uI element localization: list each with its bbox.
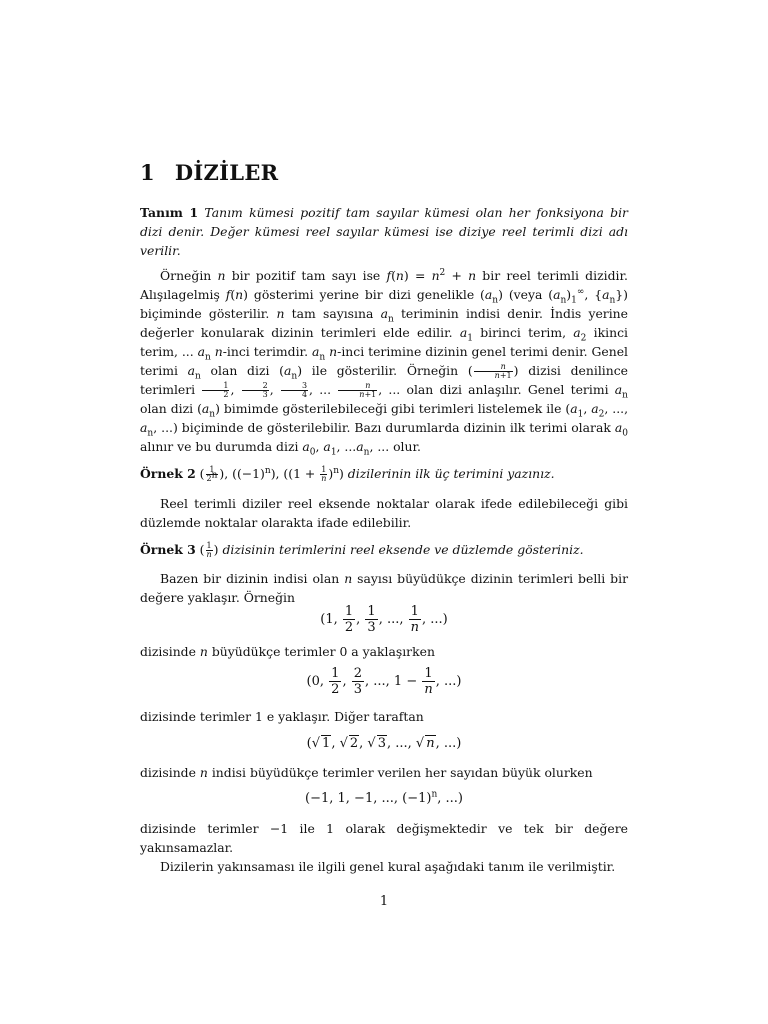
- text-fragment: -inci terimdir.: [222, 344, 309, 359]
- definition-label: Tanım 1: [140, 205, 199, 220]
- example-label: Örnek 3: [140, 542, 196, 557]
- section-title: DİZİLER: [174, 160, 279, 185]
- formula-sequence-3: (√ 1, √ 2, √ 3, ..., √ n, ...): [306, 736, 462, 751]
- text-fragment: Bazen bir dizinin indisi olan: [160, 571, 340, 586]
- paragraph-4: dizisinde terimler −1 ile 1 olarak değişmektedir ve tek bir değere yakınsamazlar.: [140, 821, 628, 855]
- example-label: Örnek 2: [140, 466, 196, 481]
- formula-sequence-2: (0, $\frac{1}{2}$ , $\frac{2}{3}$ , ..., 1 − $\frac{1}{n}$ , ...): [306, 666, 462, 697]
- text-line-5: dizisinde terimler 1 e yaklaşır. Diğer taraftan: [140, 709, 424, 724]
- text-fragment: dizisinde: [140, 644, 196, 659]
- section-heading: [140, 160, 278, 185]
- example-text: dizilerinin ilk üç terimini yazınız.: [347, 466, 555, 481]
- text-fragment: olan dizi anlaşılır. Genel terimi: [406, 382, 609, 397]
- text-fragment: ikinci terim, ...: [140, 325, 628, 359]
- paragraph-2: Reel terimli diziler reel eksende noktalar olarak ifede edilebileceği gibi düzlemde noktalar olarakta ifade edilebilir.: [140, 496, 628, 530]
- text-fragment: dizisi denilince terimleri: [140, 363, 628, 397]
- example-text: dizisinin terimlerini reel eksende ve düzlemde gösteriniz.: [222, 542, 584, 557]
- text-fragment: bimimde gösterilebileceği gibi terimleri listelemek ile: [223, 401, 562, 416]
- text-fragment: (veya: [508, 287, 543, 302]
- text-fragment: bir pozitif tam sayı ise: [231, 268, 381, 283]
- text-fragment: biçiminde gösterilir.: [140, 306, 270, 321]
- example-2: Örnek 2 ( $\frac{1}{2^n}$ ), $((-1)^n)$, ((1 + $\frac{1}{n}$ )$^n$) dizilerinin ilk üç terimini yazınız.: [140, 465, 555, 483]
- text-line-4: dizisinde n büyüdükçe terimler 0 a yaklaşırken: [140, 644, 435, 659]
- text-fragment: olan dizi: [210, 363, 270, 378]
- paragraph-5: Dizilerin yakınsaması ile ilgili genel kural aşağıdaki tanım ile verilmiştir.: [160, 859, 616, 874]
- definition-text: Tanım kümesi pozitif tam sayılar kümesi olan her fonksiyona bir dizi denir. Değer kümesi reel sayılar kümesi ise diziye reel terimli dizi adı verilir.: [140, 205, 628, 258]
- text-line-6: dizisinde n indisi büyüdükçe terimler verilen her sayıdan büyük olurken: [140, 765, 593, 780]
- text-fragment: ile gösterilir. Örneğin: [311, 363, 459, 378]
- text-fragment: -inci terimine dizinin genel terimi denir. Genel terimi: [140, 344, 629, 378]
- text-fragment: büyüdükçe terimler 0 a yaklaşırken: [211, 644, 435, 659]
- text-fragment: olan dizi: [140, 401, 194, 416]
- text-fragment: birinci terim,: [480, 325, 567, 340]
- text-fragment: gösterimi yerine bir dizi genelikle: [253, 287, 475, 302]
- page-number: 1: [379, 894, 389, 909]
- formula-sequence-4: (−1, 1, −1, ..., $(-1)^n$, ...): [305, 789, 463, 806]
- text-fragment: dizisinde: [140, 765, 196, 780]
- text-fragment: tam sayısına: [291, 306, 374, 321]
- definition-1: [140, 203, 628, 260]
- section-number: 1: [140, 160, 155, 185]
- text-fragment: indisi büyüdükçe terimler verilen her sayıdan büyük olurken: [211, 765, 593, 780]
- text-fragment: bir reel terimli dizidir. Alışılagelmiş: [140, 268, 628, 302]
- text-fragment: alınır ve bu durumda dizi: [140, 439, 299, 454]
- formula-sequence-1: (1, $\frac{1}{2}$ , $\frac{1}{3}$ , ..., $\frac{1}{n}$ , ...): [320, 604, 448, 635]
- text-fragment: Örneğin: [160, 268, 212, 283]
- text-fragment: sayısı büyüdükçe dizinin terimleri belli bir değere yaklaşır. Örneğin: [140, 571, 628, 605]
- paragraph-3: Bazen bir dizinin indisi olan n sayısı büyüdükçe dizinin terimleri belli bir değere yaklaşır. Örneğin: [140, 571, 628, 605]
- text-fragment: olur.: [393, 439, 421, 454]
- example-3: Örnek 3 ( $\frac{1}{n}$ ) dizisinin terimlerini reel eksende ve düzlemde gösteriniz.: [140, 541, 584, 559]
- paragraph-1: Örneğin n bir pozitif tam sayı ise $f(n) = n^2 + n$ bir reel terimli dizidir. Alışılagelmiş f(n) gösterimi yerine bir dizi genelikle $(a_n)$ (veya $(a_n)_1^\infty$, $\{a_n\}$) biçiminde gösterilir. n tam sayısına $a_n$ teriminin indisi denir. İndis yerine değerler konularak dizinin terimleri elde edilir. $a_1$ birinci terim, $a_2$ ikinci terim, ... $a_n$ n-inci terimdir. $a_n$ n-inci terimine dizinin genel terimi denir. Genel terimi $a_n$ olan dizi $(a_n)$ ile gösterilir. Örneğin ( $\frac{n}{n+1}$ ) dizisi denilince terimleri $\frac{1}{2}$ , $\frac{2}{3}$ , $\frac{3}{4}$ , ... $\frac{n}{n+1}$ , ... olan dizi anlaşılır. Genel terimi $a_n$ olan dizi $(a_n)$ bimimde gösterilebileceği gibi terimleri listelemek ile ($a_1$, $a_2$, ..., $a_n$, ...) biçiminde de gösterilebilir. Bazı durumlarda dizinin ilk terimi olarak $a_0$ alınır ve bu durumda dizi $a_0$, $a_1$, $...a_n$, ... olur.: [140, 267, 629, 458]
- text-fragment: teriminin indisi denir. İndis yerine değerler konularak dizinin terimleri elde edilir.: [140, 306, 628, 340]
- text-fragment: biçiminde de gösterilebilir. Bazı durumlarda dizinin ilk terimi olarak: [181, 420, 611, 435]
